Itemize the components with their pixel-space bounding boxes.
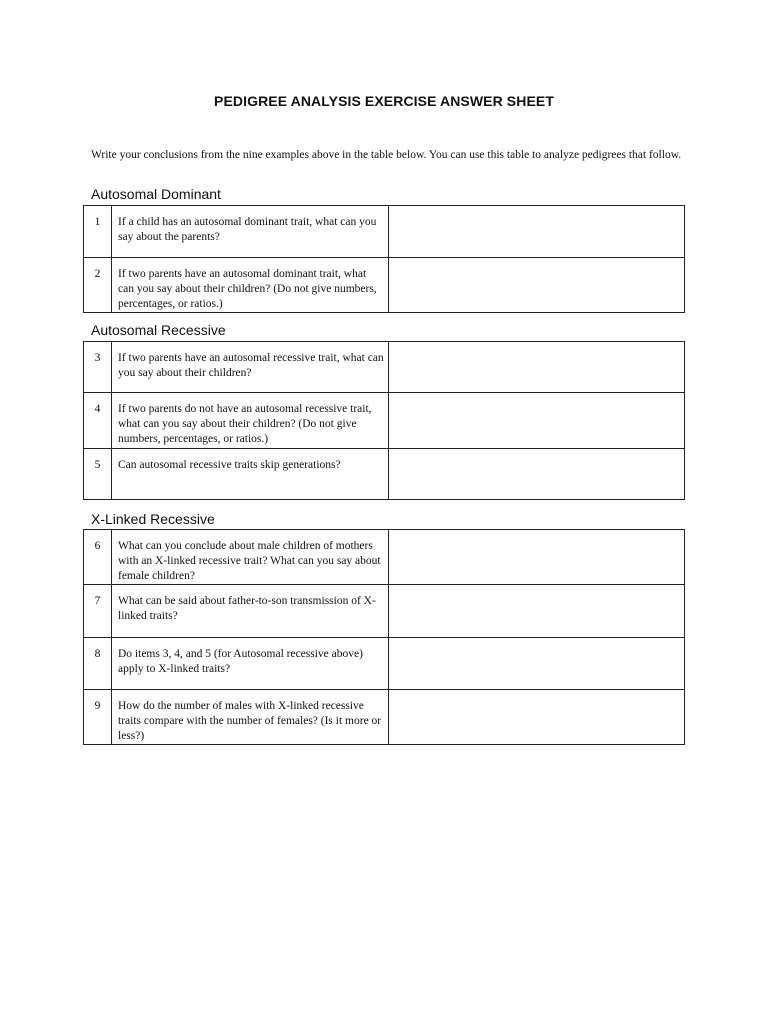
instructions-paragraph: Write your conclusions from the nine examples above in the table below. You can use this table to analyze pedigrees that follow. — [91, 149, 682, 161]
question-text: Can autosomal recessive traits skip generations? — [112, 449, 389, 500]
question-text: What can you conclude about male children of mothers with an X-linked recessive trait? What can you say about female children? — [112, 530, 389, 585]
answer-cell-8[interactable] — [389, 638, 685, 690]
question-text: Do items 3, 4, and 5 (for Autosomal recessive above) apply to X-linked traits? — [112, 638, 389, 690]
row-number: 5 — [84, 449, 112, 500]
question-text: If a child has an autosomal dominant trait, what can you say about the parents? — [112, 206, 389, 258]
answer-cell-9[interactable] — [389, 690, 685, 745]
table-row — [84, 449, 685, 500]
table-row — [84, 690, 685, 745]
answer-cell-5[interactable] — [389, 449, 685, 500]
row-number: 1 — [84, 206, 112, 258]
answer-cell-2[interactable] — [389, 258, 685, 313]
section-heading-autosomal-recessive: Autosomal Recessive — [91, 322, 226, 338]
page-title: PEDIGREE ANALYSIS EXERCISE ANSWER SHEET — [214, 93, 554, 109]
question-text: What can be said about father-to-son transmission of X-linked traits? — [112, 585, 389, 638]
row-number: 2 — [84, 258, 112, 313]
row-number: 3 — [84, 342, 112, 393]
question-text: How do the number of males with X-linked recessive traits compare with the number of females? (Is it more or less?) — [112, 690, 389, 745]
answer-cell-3[interactable] — [389, 342, 685, 393]
answer-cell-7[interactable] — [389, 585, 685, 638]
answer-cell-1[interactable] — [389, 206, 685, 258]
row-number: 6 — [84, 530, 112, 585]
section-heading-autosomal-dominant: Autosomal Dominant — [91, 186, 221, 202]
table-x-linked-recessive — [83, 529, 685, 745]
table-row — [84, 342, 685, 393]
table-autosomal-recessive — [83, 341, 685, 500]
table-row — [84, 530, 685, 585]
table-row — [84, 638, 685, 690]
table-row — [84, 585, 685, 638]
section-heading-x-linked-recessive: X-Linked Recessive — [91, 511, 215, 527]
row-number: 7 — [84, 585, 112, 638]
row-number: 4 — [84, 393, 112, 449]
row-number: 9 — [84, 690, 112, 745]
row-number: 8 — [84, 638, 112, 690]
question-text: If two parents have an autosomal dominant trait, what can you say about their children? (Do not give numbers, percentages, or ratios.) — [112, 258, 389, 313]
question-text: If two parents do not have an autosomal recessive trait, what can you say about their children? (Do not give numbers, percentages, or ratios.) — [112, 393, 389, 449]
table-autosomal-dominant — [83, 205, 685, 313]
question-text: If two parents have an autosomal recessive trait, what can you say about their children? — [112, 342, 389, 393]
table-row — [84, 206, 685, 258]
answer-cell-6[interactable] — [389, 530, 685, 585]
table-row — [84, 393, 685, 449]
table-row — [84, 258, 685, 313]
answer-cell-4[interactable] — [389, 393, 685, 449]
